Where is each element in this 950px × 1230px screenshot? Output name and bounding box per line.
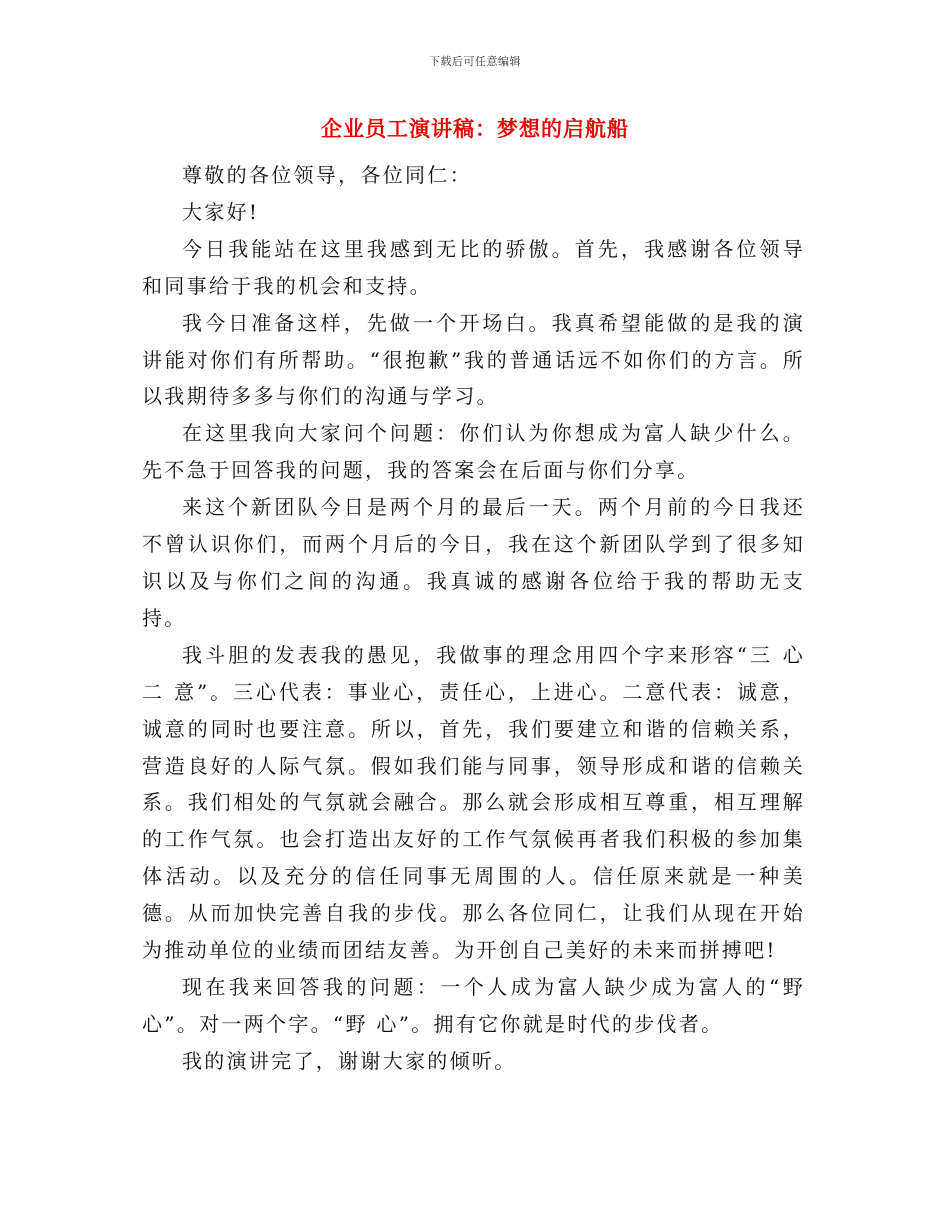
header-note: 下载后可任意编辑: [429, 55, 521, 68]
paragraph-3: 在这里我向大家问个问题：你们认为你想成为富人缺少什么。先不急于回答我的问题，我的答案会在后面与你们分享。: [142, 421, 805, 483]
paragraph-closing: 我的演讲完了，谢谢大家的倾听。: [182, 1048, 517, 1073]
paragraph-4: 来这个新团队今日是两个月的最后一天。两个月前的今日我还不曾认识你们，而两个月后的今日，我在这个新团队学到了很多知识以及与你们之间的沟通。我真诚的感谢各位给于我的帮助无支持。: [142, 495, 805, 630]
paragraph-5: 我斗胆的发表我的愚见，我做事的理念用四个字来形容“三 心 二 意”。三心代表：事业心，责任心，上进心。二意代表：诚意，诚意的同时也要注意。所以，首先，我们要建立和谐的信赖关系，营造良好的人际气氛。假如我们能与同事，领导形成和谐的信赖关系。我们相处的气氛就会融合。那么就会形成相互尊重，相互理解的工作气氛。也会打造出友好的工作气氛候再者我们积极的参加集体活动。以及充分的信任同事无周围的人。信任原来就是一种美德。从而加快完善自我的步伐。那么各位同仁，让我们从现在开始为推动单位的业绩而团结友善。为开创自己美好的未来而拼搏吧!: [142, 642, 805, 963]
paragraph-greeting: 大家好!: [182, 199, 260, 224]
paragraph-1: 今日我能站在这里我感到无比的骄傲。首先，我感谢各位领导和同事给于我的机会和支持。: [142, 236, 805, 298]
document-title: 企业员工演讲稿：梦想的启航船: [321, 116, 629, 141]
paragraph-6: 现在我来回答我的问题：一个人成为富人缺少成为富人的“野心”。对一两个字。“野 心”。拥有它你就是时代的步伐者。: [142, 974, 805, 1036]
document-body: [142, 157, 805, 1080]
paragraph-2: 我今日准备这样，先做一个开场白。我真希望能做的是我的演讲能对你们有所帮助。“很抱歉”我的普通话远不如你们的方言。所以我期待多多与你们的沟通与学习。: [142, 310, 805, 409]
paragraph-salutation: 尊敬的各位领导，各位同仁：: [182, 163, 472, 187]
